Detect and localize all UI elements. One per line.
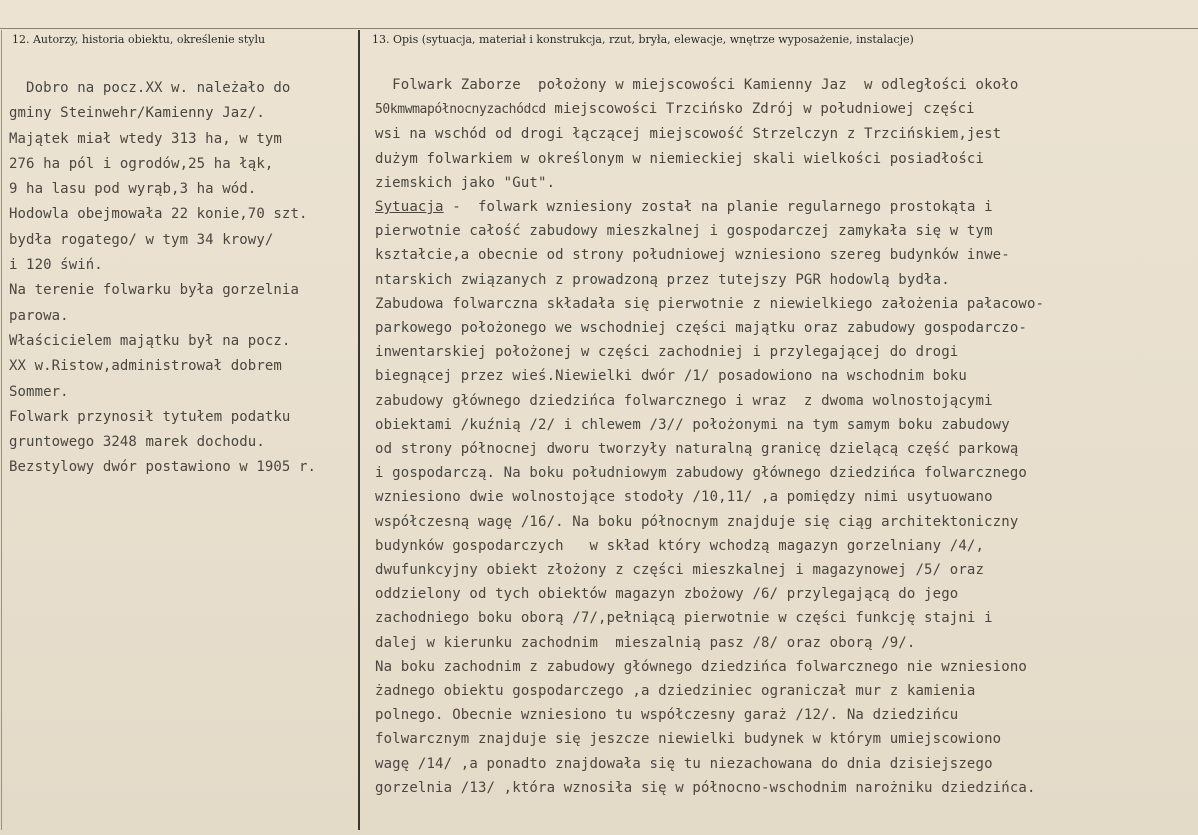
description-line: Folwark Zaborze położony w miejscowości Kamienny Jaz w odległości około [375, 77, 1019, 93]
description-line: parkowego położonego we wschodniej części majątku oraz zabudowy gospodarczo- [375, 320, 1027, 337]
history-line: gruntowego 3248 marek dochodu. [9, 434, 265, 451]
description-line: oddzielony od tych obiektów magazyn zbożowy /6/ przylegającą do jego [375, 586, 959, 603]
description-line: i gospodarczą. Na boku południowym zabudowy głównego dziedzińca folwarcznego [375, 465, 1027, 482]
description-line: wsi na wschód od drogi łączącej miejscowość Strzelczyn z Trzcińskiem,jest [375, 126, 1002, 143]
history-line: i 120 świń. [9, 257, 103, 274]
description-line: ziemskich jako "Gut". [375, 174, 556, 191]
history-line: 276 ha pól i ogrodów,25 ha łąk, [9, 155, 274, 172]
description-line: folwarcznym znajduje się jeszcze niewielki budynek w którym umiejscowiono [375, 731, 1002, 748]
description-line [375, 97, 1180, 122]
history-line: Bezstylowy dwór postawiono w 1905 r. [9, 459, 317, 476]
description-text-column [375, 73, 1180, 800]
description-line: pierwotnie całość zabudowy mieszkalnej i gospodarczej zamykała się w tym [375, 223, 993, 240]
description-line [375, 195, 1180, 219]
description-line: wzniesiono dwie wolnostojące stodoły /10,11/ ,a pomiędzy nimi usytuowano [375, 489, 993, 506]
history-text-column [9, 76, 359, 481]
history-line: Hodowla obejmowała 22 konie,70 szt. [9, 206, 308, 223]
section-label-sytuacja: Sytuacja [375, 199, 444, 216]
description-line: obiektami /kuźnią /2/ i chlewem /3// położonymi na tym samym boku zabudowy [375, 416, 1010, 433]
header-rule [0, 28, 1198, 29]
history-line: gminy Steinwehr/Kamienny Jaz/. [9, 105, 265, 122]
history-line: 9 ha lasu pod wyrąb,3 ha wód. [9, 181, 257, 198]
description-line: dalej w kierunku zachodnim mieszalnią pasz /8/ oraz oborą /9/. [375, 634, 916, 651]
description-line: zachodniego boku oborą /7/,pełniącą pierwotnie w części funkcję stajni i [375, 610, 993, 627]
history-line: Właścicielem majątku był na pocz. [9, 332, 291, 349]
field-12-heading: 12. Autorzy, historia obiektu, określenie stylu [12, 33, 266, 46]
description-line: od strony północnej dworu tworzyły naturalną granicę dzielącą część parkową [375, 441, 1019, 458]
left-margin-rule [1, 30, 2, 830]
field-13-heading: 13. Opis (sytuacja, materiał i konstrukcja, rzut, bryła, elewacje, wnętrze wyposażenie, instalacje) [372, 33, 914, 46]
history-line: bydła rogatego/ w tym 34 krowy/ [9, 231, 274, 248]
description-line: Zabudowa folwarczna składała się pierwotnie z niewielkiego założenia pałacowo- [375, 295, 1045, 312]
description-line: inwentarskiej położonej w części zachodniej i przylegającej do drogi [375, 344, 959, 361]
description-line: dwufunkcyjny obiekt złożony z części mieszkalnej i magazynowej /5/ oraz [375, 562, 985, 579]
history-line: Sommer. [9, 383, 69, 400]
description-line: kształcie,a obecnie od strony południowej wzniesiono szereg budynków inwe- [375, 247, 1010, 264]
history-line: Na terenie folwarku była gorzelnia [9, 282, 299, 299]
overstruck-text: 50kmwmapółnocnyzachódcd [375, 102, 546, 118]
description-line: zabudowy głównego dziedzińca folwarcznego i wraz z dwoma wolnostojącymi [375, 392, 993, 409]
history-line: Dobro na pocz.XX w. należało do [9, 80, 291, 96]
description-line: współczesną wagę /16/. Na boku północnym znajduje się ciąg architektoniczny [375, 513, 1019, 530]
description-line: wagę /14/ ,a ponadto znajdowała się tu niezachowana do dnia dzisiejszego [375, 755, 993, 772]
description-line-rest: - folwark wzniesiony został na planie regularnego prostokąta i [443, 199, 993, 216]
history-line: Folwark przynosił tytułem podatku [9, 408, 291, 425]
description-line: dużym folwarkiem w określonym w niemieckiej skali wielkości posiadłości [375, 150, 985, 167]
description-line: biegnącej przez wieś.Niewielki dwór /1/ posadowiono na wschodnim boku [375, 368, 967, 385]
description-line: ntarskich związanych z prowadzoną przez tutejszy PGR hodowlą bydła. [375, 271, 950, 288]
description-line: Na boku zachodnim z zabudowy głównego dziedzińca folwarcznego nie wzniesiono [375, 658, 1027, 675]
history-line: Majątek miał wtedy 313 ha, w tym [9, 130, 282, 147]
history-line: XX w.Ristow,administrował dobrem [9, 358, 282, 375]
description-line: żadnego obiektu gospodarczego ,a dziedziniec ograniczał mur z kamienia [375, 683, 976, 700]
description-line: gorzelnia /13/ ,która wznosiła się w północno-wschodnim narożniku dziedzińca. [375, 779, 1036, 796]
description-line-rest: miejscowości Trzcińsko Zdrój w południowej części [545, 101, 975, 118]
description-line: polnego. Obecnie wzniesiono tu współczesny garaż /12/. Na dziedzińcu [375, 707, 959, 724]
history-line: parowa. [9, 307, 69, 324]
description-line: budynków gospodarczych w skład który wchodzą magazyn gorzelniany /4/, [375, 537, 985, 554]
